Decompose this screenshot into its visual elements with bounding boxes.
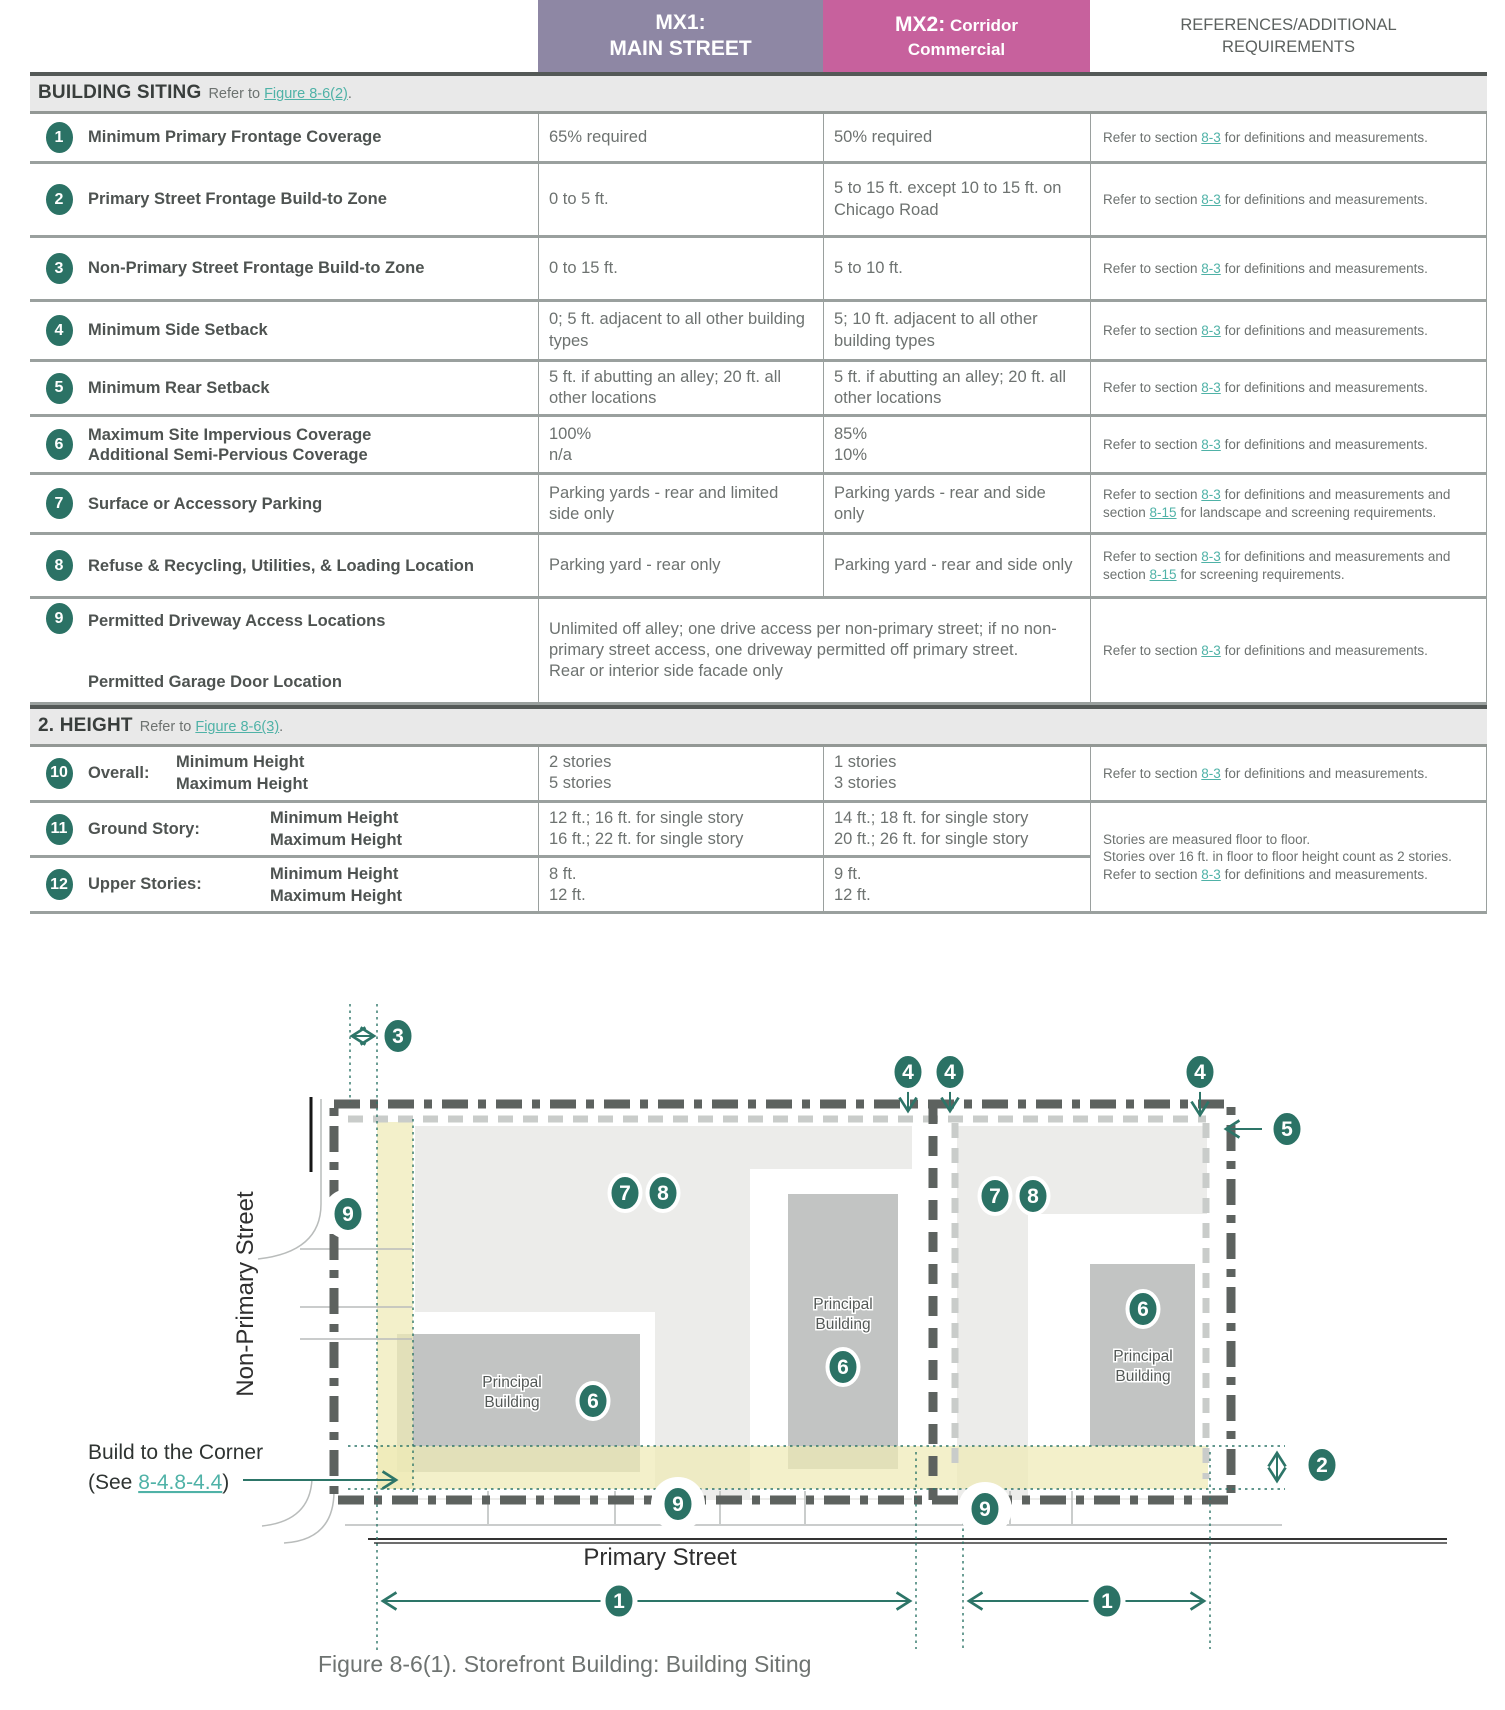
principal-building-label: Principal: [482, 1374, 542, 1392]
svg-text:6: 6: [837, 1356, 849, 1380]
standards-table: [30, 0, 1487, 914]
table-row: [30, 302, 1487, 362]
badge-6: [828, 1349, 859, 1385]
row-label-prefix: Upper Stories:: [88, 875, 202, 894]
reference-cell: Refer to section 8-3 for definitions and measurements and section 8-15 for screening requirements.: [1090, 535, 1487, 596]
build-to-corner-note: [88, 1441, 263, 1494]
reference-cell: Refer to section 8-3 for definitions and measurements.: [1090, 362, 1487, 414]
badge-8: [1018, 1178, 1049, 1214]
mx1-value: 0 to 15 ft.: [538, 238, 823, 299]
badge-1: [603, 1583, 635, 1619]
principal-building-label: Building: [815, 1316, 871, 1334]
svg-text:7: 7: [989, 1185, 1001, 1209]
table-row: [30, 535, 1487, 599]
badge-4: [935, 1054, 966, 1090]
mx2-value: 85% 10%: [823, 417, 1090, 472]
row-label-cell: 12 Upper Stories: Minimum Height Maximum Height: [30, 858, 538, 911]
row-number-badge: 3: [46, 253, 73, 284]
section-title: BUILDING SITING: [38, 82, 202, 103]
section-link[interactable]: 8-3: [1201, 866, 1221, 882]
column-header-references: REFERENCES/ADDITIONAL REQUIREMENTS: [1180, 15, 1397, 56]
mx1-value: 12 ft.; 16 ft. for single story 16 ft.; 22 ft. for single story: [538, 803, 823, 856]
principal-building-label: Principal: [813, 1296, 873, 1314]
svg-text:7: 7: [619, 1182, 631, 1206]
svg-text:8: 8: [657, 1182, 669, 1206]
section-link[interactable]: 8-3: [1201, 191, 1221, 207]
section-link[interactable]: 8-15: [1149, 566, 1177, 582]
row-number-badge: 4: [46, 315, 73, 346]
row-number-badge: 2: [46, 184, 73, 215]
row-number-badge: 7: [46, 488, 73, 519]
column-header-mx1: [538, 0, 823, 72]
badge-3: [383, 1018, 414, 1054]
svg-text:4: 4: [1194, 1061, 1206, 1085]
section-link[interactable]: 8-3: [1201, 549, 1221, 565]
principal-building-label: Building: [484, 1394, 540, 1412]
mx2-value: 5 to 15 ft. except 10 to 15 ft. on Chicago Road: [823, 164, 1090, 235]
mx1-value: 100% n/a: [538, 417, 823, 472]
table-row: [30, 114, 1487, 164]
section-link[interactable]: 8-3: [1201, 322, 1221, 338]
mx1-value: 2 stories 5 stories: [538, 747, 823, 800]
badge-4: [893, 1054, 924, 1090]
badge-5: [1272, 1111, 1303, 1147]
section-refer: Refer to Figure 8-6(2).: [208, 86, 352, 102]
row-label: Surface or Accessory Parking: [88, 494, 323, 513]
row-label-cell: [30, 164, 538, 235]
section-band-building-siting: [30, 72, 1487, 114]
mx2-value: 9 ft. 12 ft.: [823, 858, 1090, 911]
mx2-line1: MX2: Corridor: [895, 13, 1018, 37]
mx2-value: 5 to 10 ft.: [823, 238, 1090, 299]
row-number-badge: 9: [46, 603, 73, 634]
badge-6: [1128, 1291, 1159, 1327]
mx1-value: Parking yards - rear and limited side only: [538, 475, 823, 532]
figure-8-6-1-diagram: [0, 939, 1505, 1710]
mx1-line2: MAIN STREET: [609, 37, 752, 60]
build-corner-link[interactable]: 8-4.8-4.4: [138, 1471, 223, 1495]
svg-text:6: 6: [1137, 1298, 1149, 1322]
row-number-badge: 8: [46, 550, 73, 581]
row-label-cell: [30, 362, 538, 414]
table-row: [30, 417, 1487, 475]
section-link[interactable]: 8-3: [1201, 436, 1221, 452]
row-label: Minimum Primary Frontage Coverage: [88, 128, 382, 147]
row-label-cell: [30, 599, 538, 702]
row-label-cell: [30, 302, 538, 359]
reference-cell: Refer to section 8-3 for definitions and measurements.: [1090, 747, 1487, 800]
table-row: [30, 599, 1487, 705]
row-label-cell: [30, 238, 538, 299]
badge-7: [610, 1175, 641, 1211]
non-primary-build-to-zone-band: [377, 1122, 413, 1489]
table-row: [30, 858, 1090, 911]
row-label-cell: 10 Overall: Minimum Height Maximum Height: [30, 747, 538, 800]
row-number-badge: 1: [46, 122, 73, 153]
badge-4: [1185, 1054, 1216, 1090]
svg-text:9: 9: [672, 1493, 684, 1517]
badge-6: [578, 1383, 609, 1419]
row-number-badge: 10: [46, 758, 73, 789]
figure-caption: Figure 8-6(1). Storefront Building: Building Siting: [318, 1651, 812, 1678]
badge-8: [648, 1175, 679, 1211]
table-row: [30, 164, 1487, 238]
mx1-value: 0 to 5 ft.: [538, 164, 823, 235]
svg-text:4: 4: [944, 1061, 956, 1085]
row-label: Minimum Side Setback: [88, 321, 268, 340]
mx2-value: 5 ft. if abutting an alley; 20 ft. all other locations: [823, 362, 1090, 414]
row-number-badge: 5: [46, 373, 73, 404]
table-header: [30, 0, 1487, 72]
reference-cell: Refer to section 8-3 for definitions and measurements.: [1090, 238, 1487, 299]
row-label-prefix: Overall:: [88, 763, 150, 782]
row-label-prefix: Ground Story:: [88, 819, 200, 838]
reference-cell: Refer to section 8-3 for definitions and measurements and section 8-15 for landscape and screening requirements.: [1090, 475, 1487, 532]
row-label-garage: Permitted Garage Door Location: [88, 673, 342, 692]
reference-cell: Refer to section 8-3 for definitions and measurements.: [1090, 114, 1487, 161]
mx2-value: Parking yard - rear and side only: [823, 535, 1090, 596]
mx1-value: 0; 5 ft. adjacent to all other building types: [538, 302, 823, 359]
mx2-value: Parking yards - rear and side only: [823, 475, 1090, 532]
principal-building-label: Principal: [1113, 1348, 1173, 1366]
section-link[interactable]: 8-3: [1201, 129, 1221, 145]
badge-2: [1307, 1447, 1338, 1483]
row-label-cell: [30, 475, 538, 532]
svg-text:9: 9: [979, 1498, 991, 1522]
badge-1: [1091, 1583, 1123, 1619]
non-primary-street-label: Non-Primary Street: [232, 1191, 259, 1397]
badge-9: [970, 1491, 1001, 1527]
mx1-value: 65% required: [538, 114, 823, 161]
section-link[interactable]: 8-15: [1149, 504, 1177, 520]
curb-corner-curve: [258, 1204, 321, 1259]
column-header-mx2: [823, 0, 1090, 72]
merged-value: Unlimited off alley; one drive access per non-primary street; if no non-primary street access, one driveway permitted off primary street. Rear or interior side facade only: [538, 599, 1090, 702]
mx1-value: Parking yard - rear only: [538, 535, 823, 596]
section-link[interactable]: 8-3: [1201, 260, 1221, 276]
section-link[interactable]: 8-3: [1201, 765, 1221, 781]
svg-text:1: 1: [613, 1590, 625, 1614]
reference-cell: Refer to section 8-3 for definitions and measurements.: [1090, 417, 1487, 472]
svg-text:5: 5: [1281, 1118, 1293, 1142]
figure-link[interactable]: Figure 8-6(3): [195, 719, 280, 736]
row-label-cell: [30, 417, 538, 472]
reference-cell: Refer to section 8-3 for definitions and measurements.: [1090, 164, 1487, 235]
row-number-badge: 11: [46, 814, 73, 845]
svg-text:8: 8: [1027, 1185, 1039, 1209]
reference-cell-merged: Stories are measured floor to floor. Stories over 16 ft. in floor to floor height count as 2 stories. Refer to section 8-3 for definitions and measurements.: [1090, 803, 1487, 912]
mx2-value: 14 ft.; 18 ft. for single story 20 ft.; 26 ft. for single story: [823, 803, 1090, 856]
reference-cell: Refer to section 8-3 for definitions and measurements.: [1090, 302, 1487, 359]
section-link[interactable]: 8-3: [1201, 380, 1221, 396]
row-label-cell: [30, 114, 538, 161]
badge-9: [333, 1196, 364, 1232]
mx1-value: 5 ft. if abutting an alley; 20 ft. all other locations: [538, 362, 823, 414]
primary-build-to-zone-band: [377, 1446, 1208, 1489]
table-rows-ground-upper: [30, 803, 1487, 915]
mx1-line1: MX1:: [655, 10, 706, 34]
primary-street-label: Primary Street: [583, 1544, 737, 1572]
row-number-badge: 12: [46, 869, 73, 900]
header-spacer: [30, 0, 538, 72]
row-label-driveway: Permitted Driveway Access Locations: [88, 612, 386, 631]
svg-text:(See 8-4.8-4.4): (See 8-4.8-4.4): [88, 1471, 230, 1495]
svg-text:3: 3: [392, 1025, 404, 1049]
section-link[interactable]: 8-3: [1201, 642, 1221, 658]
svg-text:2: 2: [1316, 1454, 1328, 1478]
row-label: Non-Primary Street Frontage Build-to Zone: [88, 259, 425, 278]
principal-building-label: Building: [1115, 1368, 1171, 1386]
section-link[interactable]: 8-3: [1201, 487, 1221, 503]
svg-text:6: 6: [587, 1390, 599, 1414]
row-label-cell: [30, 535, 538, 596]
svg-text:Build to the Corner: Build to the Corner: [88, 1441, 264, 1465]
corner-curve: [262, 1479, 312, 1526]
mx2-value: 5; 10 ft. adjacent to all other building types: [823, 302, 1090, 359]
figure-link[interactable]: Figure 8-6(2): [264, 86, 348, 102]
badge-9: [663, 1486, 694, 1522]
mx2-value: 50% required: [823, 114, 1090, 161]
row-label: Maximum Site Impervious Coverage Additional Semi-Pervious Coverage: [88, 425, 372, 464]
section-title: 2. HEIGHT: [38, 715, 133, 737]
row-label: Primary Street Frontage Build-to Zone: [88, 190, 387, 209]
row-number-badge: 6: [46, 429, 73, 460]
section-refer: Refer to Figure 8-6(3).: [139, 719, 284, 736]
svg-text:1: 1: [1101, 1590, 1113, 1614]
svg-text:9: 9: [342, 1203, 354, 1227]
row-label: Refuse & Recycling, Utilities, & Loading Location: [88, 556, 474, 575]
table-row: [30, 803, 1090, 859]
table-row: [30, 747, 1487, 803]
mx2-value: 1 stories 3 stories: [823, 747, 1090, 800]
svg-text:4: 4: [902, 1061, 914, 1085]
mx1-value: 8 ft. 12 ft.: [538, 858, 823, 911]
table-row: [30, 362, 1487, 417]
row-label: Minimum Rear Setback: [88, 379, 270, 398]
table-row: [30, 238, 1487, 302]
badge-7: [980, 1178, 1011, 1214]
reference-cell: Refer to section 8-3 for definitions and measurements.: [1090, 599, 1487, 702]
section-band-height: [30, 705, 1487, 747]
row-label-cell: 11 Ground Story: Minimum Height Maximum Height: [30, 803, 538, 856]
mx2-line2: Commercial: [907, 39, 1006, 59]
table-row: [30, 475, 1487, 535]
